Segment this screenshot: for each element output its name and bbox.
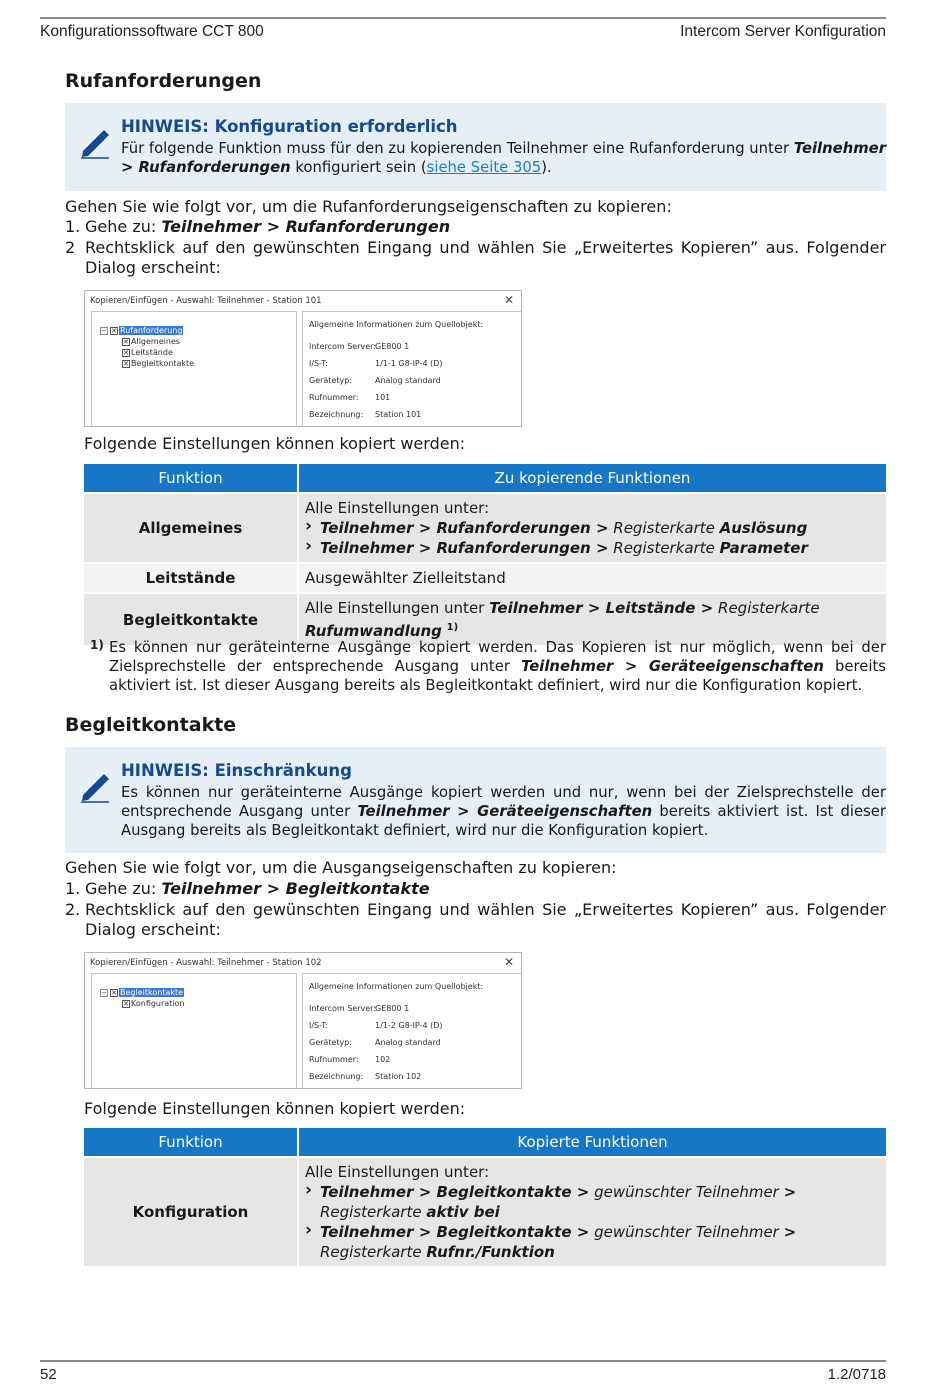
info-label: Bezeichnung: [309,410,364,419]
footer-rule [40,1360,886,1362]
info-value: GE800 1 [375,342,410,351]
version: 1.2/0718 [827,1366,886,1383]
header-rule [40,17,886,19]
info-header: Allgemeine Informationen zum Quellobjekt: [309,982,484,991]
dialog-title: Kopieren/Einfügen - Auswahl: Teilnehmer - Station 101 [90,296,322,306]
info-label: Intercom Server: [309,1004,377,1013]
info-value: 101 [375,393,391,402]
tree-node[interactable]: ✕ Konfiguration [123,999,185,1008]
info-value: Analog standard [375,1038,441,1047]
note-title: HINWEIS: Einschränkung [121,761,352,780]
section-heading-rufanforderungen: Rufanforderungen [65,70,262,92]
dialog-title: Kopieren/Einfügen - Auswahl: Teilnehmer - Station 102 [90,958,322,968]
dialog-tree [91,311,297,427]
pencil-icon [79,125,111,159]
row-label: Begleitkontakte [84,593,298,645]
row-desc: Alle Einstellungen unter Teilnehmer > Leitstände > Registerkarte Rufumwandlung $^{1)}$ [298,593,886,645]
info-value: 102 [375,1055,391,1064]
pencil-icon [79,769,111,803]
info-value: 1/1-2 G8-IP-4 (D) [375,1021,443,1030]
col-header-funktion: Funktion [84,464,298,493]
info-label: Gerätetyp: [309,376,353,385]
intro-text: Gehen Sie wie folgt vor, um die Ausgangseigenschaften zu kopieren: [65,858,617,877]
info-label: Rufnummer: [309,393,359,402]
row-desc: Ausgewählter Zielleitstand [298,563,886,593]
info-label: I/S-T: [309,1021,328,1030]
header-right: Intercom Server Konfiguration [680,23,886,40]
row-label: Leitstände [84,563,298,593]
dialog-info [302,973,522,1089]
settings-table-1 [84,464,886,645]
close-icon[interactable]: ✕ [503,955,514,969]
settings-intro: Folgende Einstellungen können kopiert werden: [84,434,466,453]
info-value: GE800 1 [375,1004,410,1013]
table-row [84,563,886,593]
settings-intro: Folgende Einstellungen können kopiert werden: [84,1099,466,1118]
page-link[interactable]: siehe Seite 305 [426,159,542,176]
row-desc: Alle Einstellungen unter: › Teilnehmer > Rufanforderungen > Registerkarte Auslösung › Teilnehmer > Rufanforderungen > Registerkarte Parameter [298,493,886,563]
tree-node[interactable]: − ✕ Begleitkontakte [101,988,184,997]
note-box-restriction [65,747,886,853]
section-heading-begleitkontakte: Begleitkontakte [65,714,237,736]
info-value: 1/1-1 G8-IP-4 (D) [375,359,443,368]
info-value: Station 102 [375,1072,422,1081]
note-title: HINWEIS: Konfiguration erforderlich [121,117,458,136]
page-number: 52 [40,1366,57,1383]
info-label: Gerätetyp: [309,1038,353,1047]
close-icon[interactable]: ✕ [503,293,514,307]
col-header-functions: Zu kopierende Funktionen [298,464,886,493]
dialog-tree [91,973,297,1089]
copy-dialog-screenshot [84,952,522,1089]
info-label: Bezeichnung: [309,1072,364,1081]
copy-dialog-screenshot [84,290,522,427]
row-label: Konfiguration [84,1157,298,1266]
dialog-info [302,311,522,427]
intro-text: Gehen Sie wie folgt vor, um die Rufanforderungseigenschaften zu kopieren: [65,197,672,216]
info-label: Rufnummer: [309,1055,359,1064]
row-desc: Alle Einstellungen unter: › Teilnehmer > Begleitkontakte > gewünschter Teilnehmer > Registerkarte aktiv bei › Teilnehmer > Begleitkontakte > gewünschter Teilnehmer > Registerkarte Rufnr./Funktion [298,1157,886,1266]
tree-node[interactable]: − ✕ Rufanforderung [101,326,183,335]
row-label: Allgemeines [84,493,298,563]
note-body: Es können nur geräteinterne Ausgänge kopiert werden und nur, wenn bei der Zielsprechstelle der entsprechende Ausgang unter Teilnehmer > Geräteeigenschaften bereits aktiviert ist. Ist dieser Ausgang bereits als Begleitkontakt definiert, wird nur die Konfiguration kopiert. [121,784,886,839]
tree-node[interactable]: ✕ Leitstände [123,348,173,357]
settings-table-2 [84,1128,886,1266]
note-box-config [65,103,886,191]
tree-node[interactable]: ✕ Allgemeines [123,337,181,346]
tree-node[interactable]: ✕ Begleitkontakte [123,359,195,368]
info-label: I/S-T: [309,359,328,368]
col-header-functions: Kopierte Funktionen [298,1128,886,1157]
header-left: Konfigurationssoftware CCT 800 [40,23,264,40]
table-row [84,493,886,563]
info-value: Analog standard [375,376,441,385]
info-header: Allgemeine Informationen zum Quellobjekt: [309,320,484,329]
table-row [84,1157,886,1266]
info-label: Intercom Server: [309,342,377,351]
col-header-funktion: Funktion [84,1128,298,1157]
info-value: Station 101 [375,410,422,419]
note-body: Für folgende Funktion muss für den zu kopierenden Teilnehmer eine Rufanforderung unter Teilnehmer > Rufanforderungen konfiguriert sein (siehe Seite 305). [121,140,886,176]
